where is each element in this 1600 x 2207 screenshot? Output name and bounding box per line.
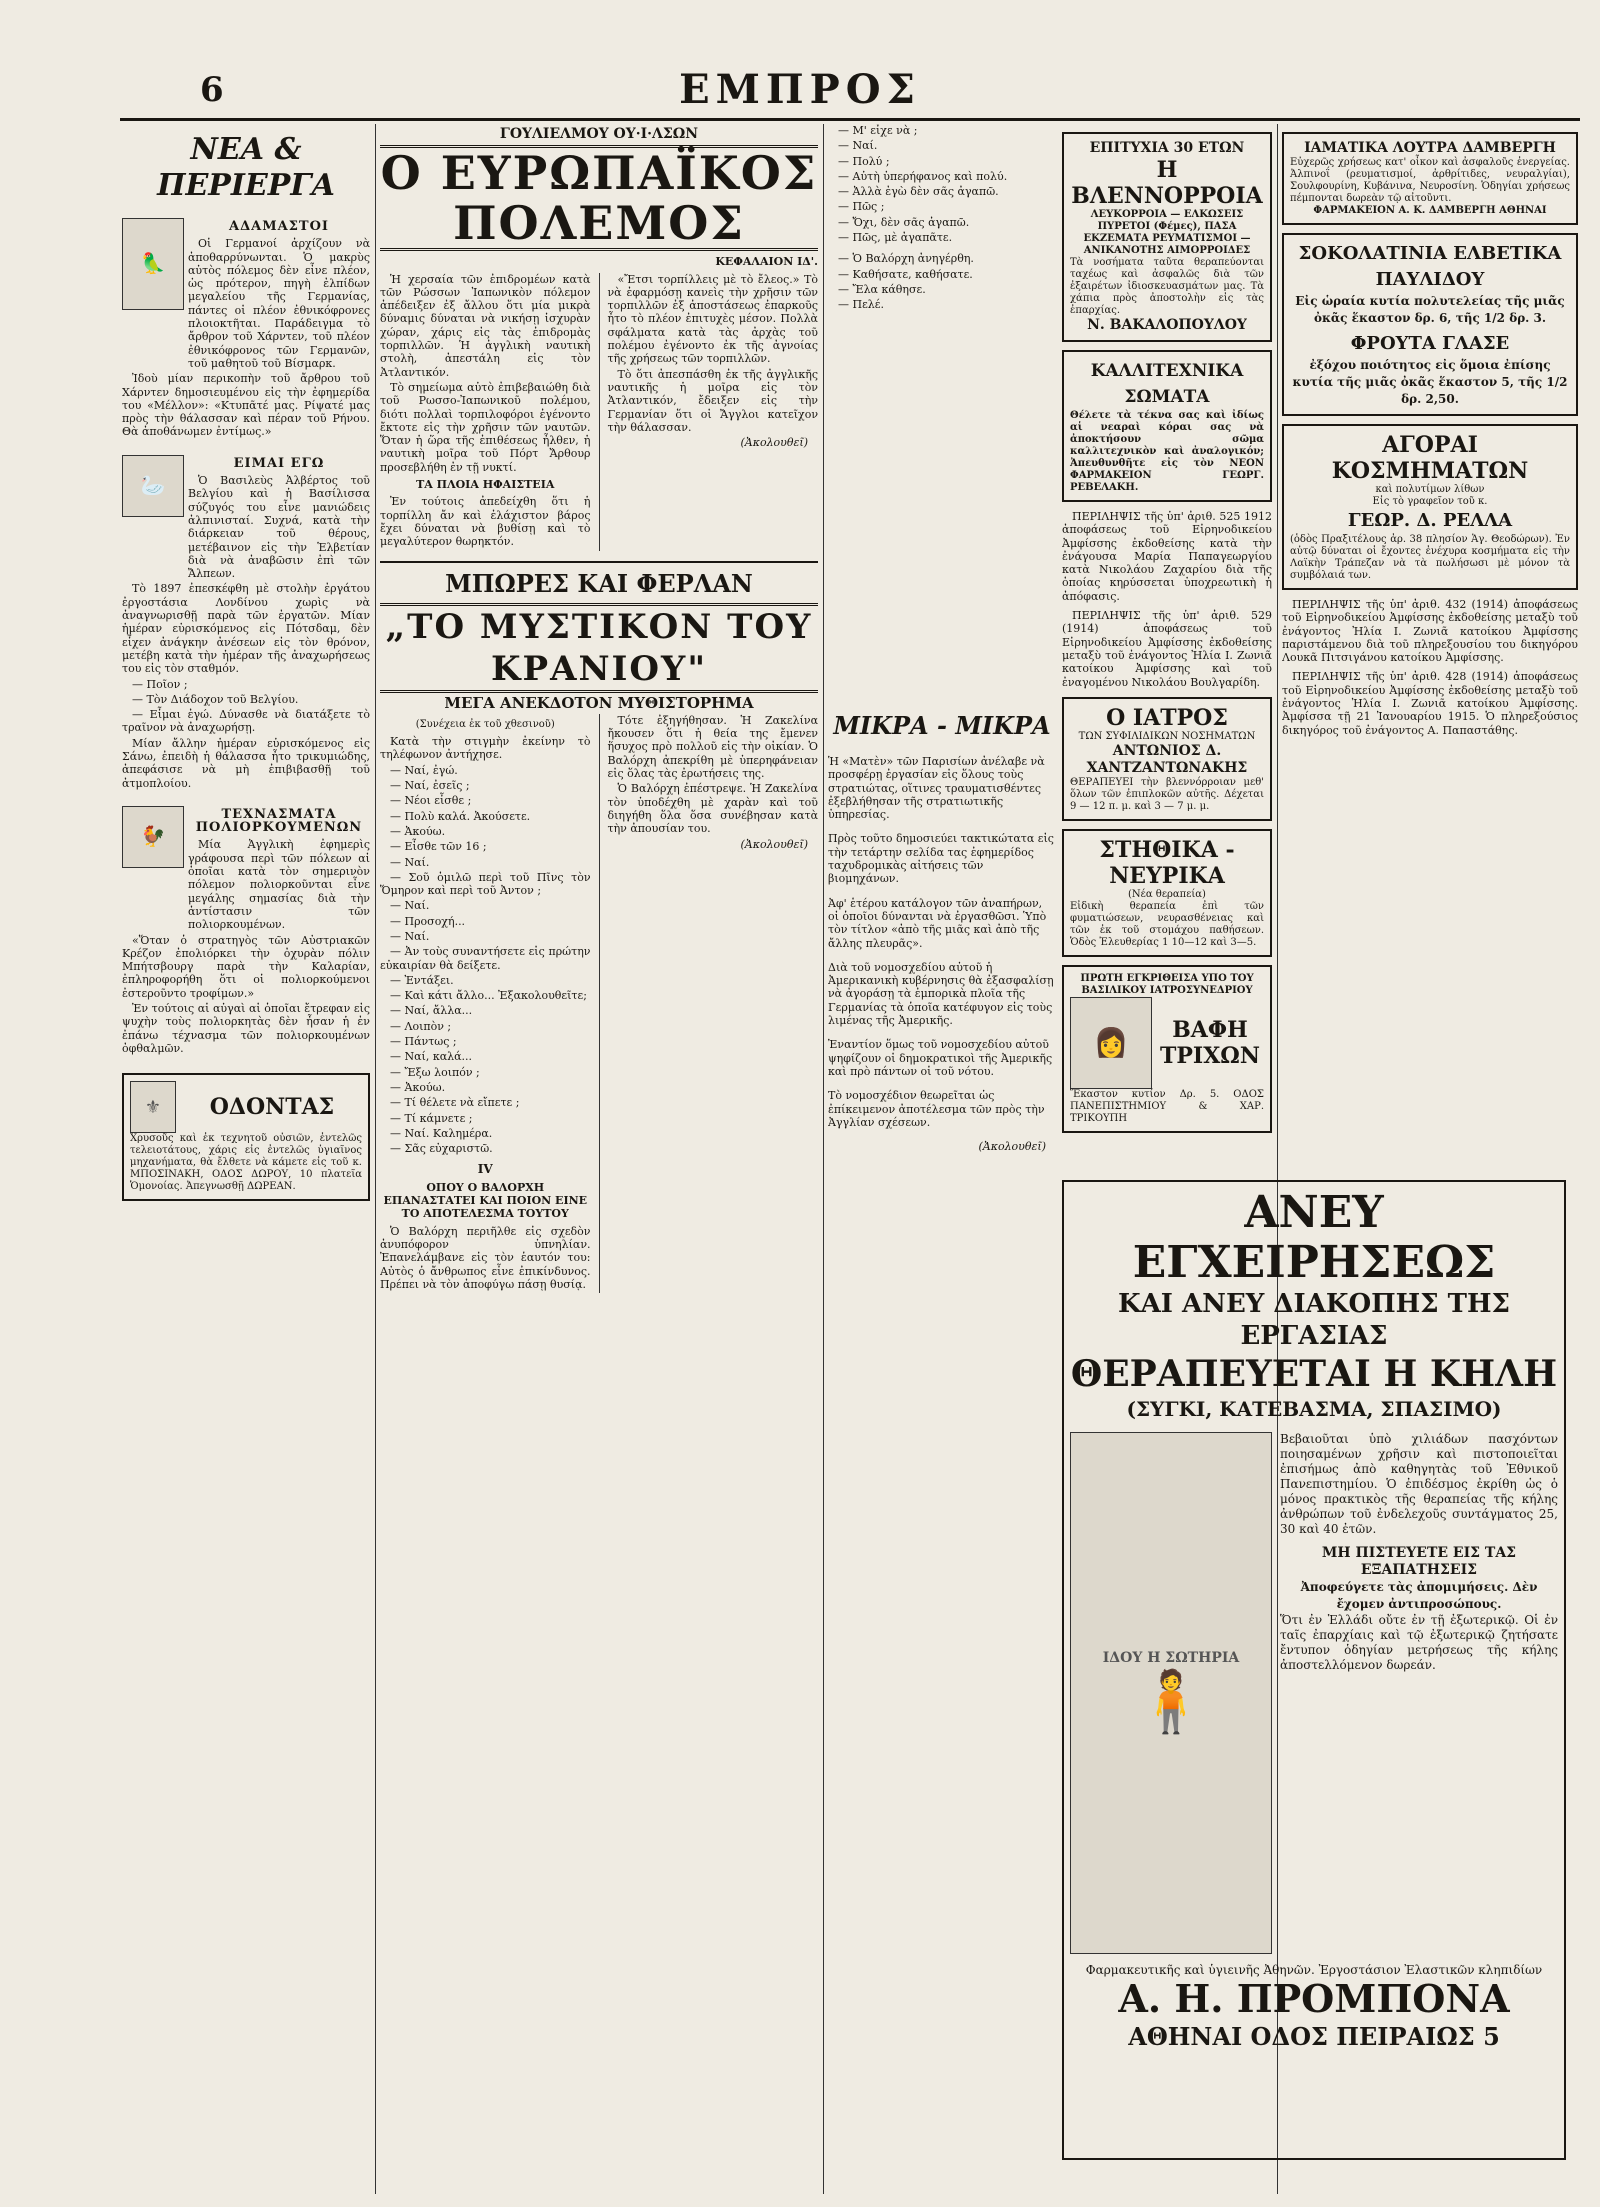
dentist-ad — [122, 1073, 370, 1201]
feature-text: Τὸ σημείωμα αὐτὸ ἐπιβεβαιώθη διὰ τοῦ Ρωσσο-Ἰαπωνικοῦ πολέμου, διότι πολλαὶ τορπιλοφόροι ἐγένοντο ἔκτοτε εἰς τὴν χρῆσιν τῶν ναυτῶν. Ὅταν ἡ ὥρα τῆς ἐπιθέσεως ἦλθεν, ἡ ναυτικὴ μοῖρα τοῦ Πόρτ Ἄρθουρ προσεβλήθη ἐν τῇ νυκτί. — [380, 380, 591, 474]
novel-subtitle: ΜΕΓΑ ΑΝΕΚΔΟΤΟΝ ΜΥΘΙΣΤΟΡΗΜΑ — [444, 693, 754, 712]
novel-dialog — [380, 764, 591, 1156]
dialog-line: — Πῶς ; — [838, 200, 885, 214]
dialog-line: — Πελέ. — [838, 298, 884, 312]
ad-name: ΓΕΩΡ. Δ. ΡΕΛΛΑ — [1347, 510, 1513, 531]
dialog-line: — Εἶμαι ἐγώ. Δύνασθε νὰ διατάξετε τὸ τραῖνον νὰ ἀναχωρήσῃ. — [122, 708, 370, 735]
ad-title: ΠΡΩΤΗ ΕΓΚΡΙΘΕΙΣΑ ΥΠΟ ΤΟΥ ΒΑΣΙΛΙΚΟΥ ΙΑΤΡΟΣΥΝΕΔΡΙΟΥ — [1080, 972, 1254, 996]
dialog-line: — Καὶ κάτι ἄλλο... Ἐξακολουθεῖτε; — [390, 989, 587, 1003]
chapter-number: IV — [477, 1162, 493, 1177]
dialog-line: — Ἔξω λοιπόν ; — [390, 1065, 480, 1079]
ad-company: Α. Η. ΠΡΟΜΠΟΝΑ — [1118, 1976, 1510, 2021]
ad-address: ΑΘΗΝΑΙ ΟΔΟΣ ΠΕΙΡΑΙΩΣ 5 — [1128, 2022, 1500, 2051]
subheading: ΤΑ ΠΛΟΙΑ ΗΦΑΙΣΤΕΙΑ — [416, 478, 555, 492]
section-title: ΝΕΑ & ΠΕΡΙΕΡΓΑ — [157, 132, 335, 203]
ad-line: (ΣΥΓΚΙ, ΚΑΤΕΒΑΣΜΑ, ΣΠΑΣΙΜΟ) — [1126, 1397, 1502, 1421]
dialog-line: — Ὄχι, δὲν σᾶς ἀγαπῶ. — [838, 215, 970, 229]
seal-emblem: ⚜ — [130, 1081, 176, 1133]
dialog-line: — Σᾶς εὐχαριστῶ. — [390, 1142, 493, 1156]
ad-name: ΑΝΤΩΝΙΟΣ Δ. ΧΑΝΤΖΑΝΤΩΝΑΚΗΣ — [1086, 742, 1248, 776]
dialog-line: — Ἀλλὰ ἐγὼ δὲν σᾶς ἀγαπῶ. — [838, 185, 999, 199]
dialog-line: — Ὁ Βαλόρχη ἀνηγέρθη. — [838, 252, 974, 266]
dialog-line: — Ἔλα κάθησε. — [838, 282, 926, 296]
chocolate-ad — [1282, 233, 1578, 416]
continued-from: (Συνέχεια ἐκ τοῦ χθεσινοῦ) — [415, 718, 555, 730]
dialog-line: — Πολὺ καλά. Ἀκούσετε. — [390, 809, 531, 823]
section-title: ΜΙΚΡΑ - ΜΙΚΡΑ — [833, 711, 1051, 740]
continued-note: (Ἀκολουθεῖ) — [740, 837, 808, 851]
woman-portrait: 👩 — [1070, 997, 1152, 1089]
ad-pharmacy: ΦΑΡΜΑΚΕΙΟΝ Α. Κ. ΔΑΜΒΕΡΓΗ ΑΘΗΝΑΙ — [1313, 205, 1547, 216]
item-text: «Ὅταν ὁ στρατηγὸς τῶν Αὐστριακῶν Κρέζον ἐπολιόρκει τὴν ὀχυρὰν πόλιν Μπήτσβουργ παρὰ τὴν Καλαρίαν, ἐπληροφορήθη ὅτι οἱ πολιορκούμενοι ἐστεροῦντο τροφίμων.» — [122, 933, 370, 1000]
ad-sub: (Νέα θεραπεία) — [1128, 888, 1206, 900]
novel-dialog — [828, 124, 1056, 244]
novel-authors: ΜΠΩΡΕΣ ΚΑΙ ΦΕΡΛΑΝ — [445, 568, 753, 598]
baths-ad — [1282, 132, 1578, 225]
item-text: Μίαν ἄλλην ἡμέραν εὑρισκόμενος εἰς Σάνω, ἐπειδὴ ἡ θάλασσα ἦτο τρικυμιώδης, ἀπεφάσισε νὰ μὴ ἐπιβιβασθῇ τοῦ ἀτμοπλοίου. — [122, 736, 370, 790]
small-news-text: Τὸ νομοσχέδιον θεωρεῖται ὡς ἐπίκειμενον ἀποτέλεσμα τῶν πρὸς τὴν Ἀγγλίαν σχέσεων. — [828, 1089, 1045, 1129]
feature-text: «Ἔτσι τορπίλλεις μὲ τὸ ἔλεος.» Τὸ νὰ ἐφαρμόσῃ κανεὶς τὴν χρῆσιν τῶν τορπιλλῶν ἐξ ἀποστάσεως ἐπαρκοῦς ἦτο τὸ πλέον ἐπιτυχὲς μέσον. Πολλὰ σφάλματα κατὰ τὰς ἀρχὰς τοῦ πολέμου ἐγένοντο ἐκ τῆς ἀγνοίας τῆς χρήσεως τῶν τορπιλλῶν. — [607, 272, 818, 366]
legal-notice: ΠΕΡΙΛΗΨΙΣ τῆς ὑπ' ἀριθ. 525 1912 ἀποφάσεως τοῦ Εἰρηνοδικείου Ἀμφίσσης ἐκδοθείσης κατὰ τὴν ἐνάγουσα Μαρία Παπαγεωργίου κατὰ Νικολάου Ζαχαρίου διὰ τῆς ὁποίας κηρύσσεται ὑποχρεωτικὴ ἡ ἀπόφασις. — [1062, 510, 1272, 603]
chapter-label: ΚΕΦΑΛΑΙΟΝ ΙΔ'. — [715, 255, 818, 269]
novel-title: „ΤΟ ΜΥΣΤΙΚΟΝ ΤΟΥ ΚΡΑΝΙΟΥ" — [380, 603, 818, 693]
header-rule — [120, 118, 1580, 121]
dialog-line: — Πῶς, μὲ ἀγαπᾶτε. — [838, 231, 953, 245]
ad-title: ΚΑΛΛΙΤΕΧΝΙΚΑ ΣΩΜΑΤΑ — [1090, 361, 1244, 407]
dialog-line: — Ἐντάξει. — [390, 973, 454, 987]
salvation-illustration: ΙΔΟΥ Η ΣΩΤΗΡΙΑ 🧍 — [1070, 1432, 1272, 1954]
ad-title: ΦΡΟΥΤΑ ΓΛΑΣΕ — [1350, 333, 1510, 354]
dialog-line: — Εἶσθε τῶν 16 ; — [390, 840, 487, 854]
novel-dialog — [828, 252, 1056, 311]
ad-line: ΕΠΙΤΥΧΙΑ 30 ΕΤΩΝ — [1089, 140, 1245, 156]
ad-line: ΚΑΙ ΑΝΕΥ ΔΙΑΚΟΠΗΣ ΤΗΣ ΕΡΓΑΣΙΑΣ — [1118, 1289, 1510, 1351]
ad-title: ΑΝΕΥ ΕΓΧΕΙΡΗΣΕΩΣ — [1132, 1187, 1496, 1288]
ad-body: ἐξόχου ποιότητος εἰς ὅμοια ἐπίσης κυτία τῆς μιᾶς ὀκᾶς ἕκαστον 5, τῆς 1/2 δρ. 2,50. — [1292, 358, 1568, 406]
rooster-illustration: 🐓 — [122, 806, 184, 868]
dialog-line: — Ἀκούω. — [390, 824, 446, 838]
small-news-text: Ἀφ' ἑτέρου κατάλογον τῶν ἀναπήρων, οἱ ὁποῖοι δύνανται νὰ ἐργασθῶσι. Ὑπὸ τὸν τίτλον «ἀπὸ τῆς μιᾶς καὶ ἀπὸ τῆς ἄλλης πλευρᾶς». — [828, 896, 1047, 950]
ad-sub: ΛΕΥΚΟΡΡΟΙΑ — ΕΛΚΩΣΕΙΣ ΠΥΡΕΤΟΙ (Φέμες), ΠΑΣΑ ΕΚΖΕΜΑΤΑ ΡΕΥΜΑΤΙΣΜΟΙ — ΑΝΙΚΑΝΟΤΗΣ ΑΙΜΟΡΡΟΙΔΕΣ — [1083, 209, 1251, 256]
column-small-news — [828, 700, 1056, 1160]
item-text: Τὸ 1897 ἐπεσκέφθη μὲ στολὴν ἐργάτου ἐργοστάσια Λονδίνου χωρὶς νὰ ἀναγνωρισθῇ παρὰ τῶν ἐργατῶν. Μίαν ἡμέραν εὑρισκόμενος εἰς Πότσδαμ, δὲν εἶχεν ἀνάγκην ἀνέσεων εἰς τὸν θρόνον, μετέβη κατὰ τὴν ἡμέραν τῆς ἀναχωρήσεως του εἰς τὸν σταθμόν. — [122, 582, 370, 676]
dialog-line: — Ἀκούω. — [390, 1080, 446, 1094]
novel-text: Κατὰ τὴν στιγμὴν ἐκείνην τὸ τηλέφωνον ἀντήχησε. — [380, 735, 591, 762]
ad-body: Ὅτι ἐν Ἑλλάδι οὔτε ἐν τῇ ἐξωτερικῷ. Οἱ ἐν ταῖς ἐπαρχίαις καὶ τῷ ἐξωτερικῷ ζητήσατε ἔντυπον ὁδηγίαν μετρήσεως τῆς κήλης ἀποστελλόμενον δωρεάν. — [1280, 1613, 1558, 1672]
doctor-ad — [1062, 697, 1272, 821]
blennorrhea-ad — [1062, 132, 1272, 342]
ad-title: Η ΒΛΕΝΝΟΡΡΟΙΑ — [1071, 157, 1263, 209]
column-feature — [380, 124, 818, 2194]
feature-title: Ο ΕΥΡΩΠΑΪΚΟΣ ΠΟΛΕΜΟΣ — [380, 146, 818, 251]
dialog-line: — Τί θέλετε νὰ εἴπετε ; — [390, 1096, 520, 1110]
ad-title: ΣΟΚΟΛΑΤΙΝΙΑ ΕΛΒΕΤΙΚΑ ΠΑΥΛΙΔΟΥ — [1298, 243, 1562, 290]
ad-warning: Ἀποφεύγετε τὰς ἀπομιμήσεις. Δὲν ἔχομεν ἀντιπροσώπους. — [1300, 1580, 1538, 1611]
small-news-text: Ἡ «Ματὲν» τῶν Παρισίων ἀνέλαβε νὰ προσφέρῃ ἐργασίαν εἰς ὅλους τοὺς στρατιώτας, οἵτινες τραυματισθέντες ἐξεβλήθησαν τῆς στρατιωτικῆς ὑπηρεσίας. — [828, 755, 1045, 822]
dialog-line: — Ναί, ἄλλα... — [390, 1004, 473, 1018]
column-news — [122, 124, 370, 2194]
ad-title: ΣΤΗΘΙΚΑ - ΝΕΥΡΙΚΑ — [1099, 836, 1235, 889]
ad-line: ΘΕΡΑΠΕΥΕΤΑΙ Η ΚΗΛΗ — [1070, 1353, 1558, 1395]
feature-text: Ἡ χερσαία τῶν ἐπιδρομέων κατὰ τῶν Ρώσσων Ἰαπωνικὸν πόλεμον ἀπέδειξεν ἐξ ἄλλου ὅτι μία μικρὰ δύναμις δύναται νὰ νικήσῃ ἰσχυρὰν χώραν, χάρις εἰς τὰς ἐπιδρομὰς τορπιλλῶν. Ἡ ἀγγλικὴ ναυτικὴ στολὴ, ἀπεστάλη εἰς τὸν Ἀτλαντικόν. — [380, 272, 591, 379]
dialog-line: — Λοιπὸν ; — [390, 1019, 452, 1033]
ad-body: (ὁδὸς Πραξιτέλους ἀρ. 38 πλησίον Ἁγ. Θεοδώρων). Ἐν αὐτῷ δύναται οἱ ἔχοντες ἐνέχυρα κοσμήματα εἰς τὴν Λαϊκὴν Τράπεζαν νὰ τὰ πωλήσωσι μὲ μόνον τὰ συμβόλαιά των. — [1290, 534, 1570, 581]
ad-title: ΑΓΟΡΑΙ ΚΟΣΜΗΜΑΤΩΝ — [1331, 432, 1529, 484]
small-news-text: Ἐναντίον ὅμως τοῦ νομοσχεδίου αὐτοῦ ψηφίζουν οἱ δημοκρατικοὶ τῆς Ἀμερικῆς καὶ πρὸ πάντων οἱ τοῦ νότου. — [828, 1038, 1053, 1078]
dialog-line: — Πολύ ; — [838, 154, 890, 168]
novel-text: Ὁ Βαλόρχη ἐπέστρεψε. Ἡ Ζακελίνα τὸν ὑποδέχθη μὲ χαρὰν καὶ τοῦ διηγήθη ὅλα ὅσα συνέβησαν κατὰ τὴν ἀπουσίαν του. — [607, 782, 818, 836]
dialog-line: — Νέοι εἶσθε ; — [390, 794, 472, 808]
dialog-line: — Ἀν τοὺς συναντήσετε εἰς πρώτην εὐκαιρίαν θὰ δείξετε. — [380, 945, 591, 972]
ad-body: Ἕκαστον κυτίον Δρ. 5. ΟΔΟΣ ΠΑΝΕΠΙΣΤΗΜΙΟΥ & ΧΑΡ. ΤΡΙΚΟΥΠΗ — [1070, 1088, 1264, 1124]
small-news-text: Διὰ τοῦ νομοσχεδίου αὐτοῦ ἡ Ἀμερικανικὴ κυβέρνησις θὰ ἐξασφαλίσῃ νὰ ἀγοράσῃ τὰ ἐμπορικὰ πλοῖα τῆς Γερμανίας τὰ ὁποῖα κατέφυγον εἰς τοὺς λιμένας τῆς Ἀμερικῆς. — [828, 960, 1054, 1028]
novel-text: Τότε ἐξηγήθησαν. Ἡ Ζακελίνα ἤκουσεν ὅτι ἡ θεία της ἔμενεν ἥσυχος πρὸ πολλοῦ εἰς τὴν οἰκίαν. Ὁ Βαλόρχη ἀπεκρίθη μὲ ὑπερηφάνειαν εἰς ὅλας τὰς ἐρωτήσεις της. — [607, 713, 818, 781]
dialog-line: — Τί κάμνετε ; — [390, 1111, 473, 1125]
kicker: ΓΟΥΛΙΕΛΜΟΥ ΟΥ·Ι·ΛΣΩΝ — [499, 126, 699, 142]
small-news-text: Πρὸς τοῦτο δημοσιεύει τακτικώτατα εἰς τὴν τετάρτην σελίδα τας ἐφημερίδος ταχυδρομικὰς αἰτήσεις τῶν βιομηχάνων. — [828, 832, 1054, 886]
masthead: ΕΜΠΡΟΣ — [679, 66, 921, 113]
item-text: Μία Ἀγγλικὴ ἐφημερὶς γράφουσα περὶ τῶν πόλεων αἱ ὁποῖαι κατὰ τὸν σημερινὸν πόλεμον πολιορκοῦνται εἶνε μεγάλης σημασίας διὰ τὴν ἀντίστασιν τῶν πολιορκουμένων. — [188, 838, 370, 932]
dialog-line: — Ναί. — [838, 139, 878, 153]
novel-text: Ὁ Βαλόρχη περιῆλθε εἰς σχεδὸν ἀνυπόφορον ὑπνηλίαν. Ἐπανελάμβανε εἰς τὸν ἑαυτόν του: Αὐτὸς ὁ ἄνθρωπος εἶνε ἐπικίνδυνος. Πρέπει νὰ τὸν ἀποφύγω πάσῃ θυσίᾳ. — [380, 1224, 591, 1291]
item-text: Ἰδοὺ μίαν περικοπὴν τοῦ ἄρθρου τοῦ Χάρντεν δημοσιευμένου εἰς τὴν ἐφημερίδα του «Μέλλον»: «Κτυπᾶτέ μας. Ρίψατέ μας πρὸς τὴν θάλασσαν καὶ πέραν τοῦ Ρήνου. Θὰ ἀποθάνωμεν ἐντίμως.» — [122, 372, 370, 439]
dialog-line: — Καθήσατε, καθήσατε. — [838, 267, 973, 281]
dialog-line: — Ναί. — [390, 899, 430, 913]
dialog-line: — Τὸν Διάδοχον τοῦ Βελγίου. — [132, 692, 299, 706]
item-text: Ὁ Βασιλεὺς Ἀλβέρτος τοῦ Βελγίου καὶ ἡ Βασίλισσα σύζυγός του εἶνε μανιώδεις ἀλπινισταί. Συχνά, κατὰ τὴν διάρκειαν τοῦ θέρους, μετέβαινον εἰς τὴν Ἑλβετίαν διὰ νὰ ἀναβῶσιν ἐπὶ τῶν Ἄλπεων. — [188, 474, 370, 581]
ad-body: Εἰς ὡραία κυτία πολυτελείας τῆς μιᾶς ὀκᾶς ἕκαστον δρ. 6, τῆς 1/2 δρ. 3. — [1295, 294, 1565, 325]
dialog-line: — Ναί. — [390, 929, 430, 943]
ad-body: Θέλετε τὰ τέκνα σας καὶ ἰδίως αἱ νεαραὶ κόραι σας νὰ ἀποκτήσουν σῶμα καλλιτεχνικὸν καὶ ἀναλογικόν; Ἀπευθυνθῆτε εἰς τὸν ΝΕΟΝ ΦΑΡΜΑΚΕΙΟΝ ΓΕΩΡΓ. ΡΕΒΕΛΑΚΗ. — [1070, 410, 1264, 493]
legal-notice: ΠΕΡΙΛΗΨΙΣ τῆς ὑπ' ἀριθ. 428 (1914) ἀποφάσεως τοῦ Εἰρηνοδικείου Ἀμφίσσης ἐκδοθείσης μεταξὺ τοῦ ἐνάγοντος Ἠλία Ι. Ζωνιᾶ κατοίκου Ἀμφίσσης. Ἀμφίσσα τῇ 21 Ἰανουαρίου 1915. Ὁ πληρεξούσιος δικηγόρος τοῦ ἐνάγοντος Α. Παπαστάθης. — [1282, 670, 1578, 737]
legal-notice: ΠΕΡΙΛΗΨΙΣ τῆς ὑπ' ἀριθ. 432 (1914) ἀποφάσεως τοῦ Εἰρηνοδικείου Ἀμφίσσης ἐκδοθείσης μεταξὺ τοῦ ἐνάγοντος Ἠλία Ι. Ζωνιᾶ κατοίκου Ἀμφίσσης παριστάμενου διὰ τοῦ πληρεξουσίου του δικηγόρου Λουκᾶ Πιτσιγάνου κατοίκου Ἀμφίσσης. — [1282, 598, 1578, 665]
dialog-line: — Ναί, ἐσεῖς ; — [390, 779, 470, 793]
dialog-line: — Ποῖον ; — [132, 677, 188, 691]
ad-title: ΟΔΟΝΤΑΣ — [209, 1094, 335, 1121]
ad-pharmacy: Φαρμακευτικῆς καὶ ὑγιεινῆς Ἀθηνῶν. Ἐργοστάσιον Ἐλαστικῶν κληπιδίων — [1085, 1963, 1543, 1977]
column-rule — [823, 124, 824, 2194]
dialog-line: — Σοῦ ὁμιλῶ περὶ τοῦ Πῖνς τὸν Ὅμηρον καὶ περὶ τοῦ Ἀντον ; — [380, 870, 591, 898]
ad-pharmacy: Ν. ΒΑΚΑΛΟΠΟΥΛΟΥ — [1087, 317, 1247, 333]
ad-product: ΒΑΦΗ ΤΡΙΧΩΝ — [1160, 1016, 1260, 1069]
dialog-line: — Ναί. Καλημέρα. — [390, 1126, 493, 1140]
dialog-line: — Μ' εἶχε νὰ ; — [838, 124, 918, 137]
continued-note: (Ἀκολουθεῖ) — [740, 436, 808, 450]
item-title: ΕΙΜΑΙ ΕΓΩ — [233, 455, 325, 471]
feature-text: Τὸ ὅτι ἀπεσπάσθη ἐκ τῆς ἀγγλικῆς ναυτικῆς ἡ μοῖρα εἰς τὸν Ἀτλαντικόν, ἔδειξεν εἰς τὴν Γερμανίαν ὅτι οἱ Ἄγγλοι κατεῖχον τὴν θάλασσαν. — [607, 367, 818, 434]
ad-body: ΘΕΡΑΠΕΥΕΙ τὴν βλεννόρροιαν μεθ' ὅλων τῶν ἐπιπλοκῶν αὐτῆς. Δέχεται 9 — 12 π. μ. καὶ 3 — 7 μ. μ. — [1070, 776, 1264, 812]
dialog-line: — Ναί, καλά... — [390, 1050, 473, 1064]
bodies-ad — [1062, 350, 1272, 502]
dialog-line: — Πάντως ; — [390, 1035, 457, 1049]
ad-body: Εἰδικὴ θεραπεία ἐπὶ τῶν φυματιώσεων, νευρασθένειας καὶ τῶν ἐκ τοῦ στομάχου παθήσεων. Ὁδὸς Ἐλευθερίας 1 10—12 καὶ 3—5. — [1070, 900, 1264, 948]
ad-warning: ΜΗ ΠΙΣΤΕΥΕΤΕ ΕΙΣ ΤΑΣ ΕΞΑΠΑΤΗΣΕΙΣ — [1321, 1545, 1517, 1578]
dialog-line: — Αὐτὴ ὑπερήφανος καὶ πολύ. — [838, 169, 1008, 183]
ad-sub: ΤΩΝ ΣΥΦΙΛΙΔΙΚΩΝ ΝΟΣΗΜΑΤΩΝ — [1078, 730, 1256, 742]
feature-text: Ἐν τούτοις ἀπεδείχθη ὅτι ἡ τορπίλλη ἄν καὶ ἐλάχιστον βάρος ἔχει δύναται νὰ βυθίσῃ καὶ τὸ μεγαλύτερον θωρηκτόν. — [380, 495, 591, 549]
ad-body: Χρυσοῦς καὶ ἐκ τεχνητοῦ οὐσιῶν, ἐντελῶς τελειοτάτους, χάρις εἰς ἐντελῶς ὑγιαῖνος μηχανήματα, θὰ ἔλθετε νὰ κάμετε εἰς τοῦ κ. ΜΠΟΣΙΝΑΚΗ, ΟΔΟΣ ΔΩΡΟΥ, 10 πλατεῖα Ὁμονοίας. Ἀπεγνωσθῇ ΔΩΡΕΑΝ. — [130, 1133, 362, 1193]
ad-title: ΙΑΜΑΤΙΚΑ ΛΟΥΤΡΑ ΔΑΜΒΕΡΓΗ — [1304, 140, 1556, 156]
ad-body: Εὐχερῶς χρήσεως κατ' οἶκον καὶ ἀσφαλοῦς ἐνεργείας. Ἀλπινοΐ (ρευματισμοί, ἀρθρίτιδες, νευραλγίαι), Σουλφουρίνη, Κυβάνινα, Νευροσίνη. Ὁδηγίαι χρήσεως πέμπονται δωρεὰν τῷ αἰτοῦντι. — [1290, 157, 1570, 204]
item-text: Οἱ Γερμανοί ἀρχίζουν νὰ ἀποθαρρύνωνται. Ὁ μακρὺς αὐτὸς πόλεμος δὲν εἶνε πλέον, ὡς πρότερον, πηγὴ ἐλπίδων μεγαλείου τῆς Γερμανίας, πάντες οἱ πλέον ἐθνικόφρονες πλοιοκτῆται. Παράδειγμα τὸ ἄρθρον τοῦ Χάρντεν, τοῦ πλέον ἐθνικόφρονος τῶν Γερμανῶν, τοῦ μαθητοῦ τοῦ Βίσμαρκ. — [188, 237, 370, 370]
page-header — [0, 0, 1600, 120]
column-rule — [375, 124, 376, 2194]
ad-body: Βεβαιοῦται ὑπὸ χιλιάδων πασχόντων ποιησαμένων χρῆσιν καὶ πιστοποιεῖται ἐπισήμως ἀπὸ καθηγητὰς τοῦ Ἐθνικοῦ Πανεπιστημίου. Ὁ ἐπιδέσμος ἐκρίθη ὡς ὁ μόνος πρακτικὸς τῆς θεραπείας τῆς κήλης ἀνθρώπων τοῦ ἐνδελεχοῦς συντάγματος 25, 30 καὶ 40 ἐτῶν. — [1280, 1432, 1558, 1536]
parrot-illustration: 🦜 — [122, 218, 184, 310]
chapter-title: ΟΠΟΥ Ο ΒΑΛΟΡΧΗ ΕΠΑΝΑΣΤΑΤΕΙ ΚΑΙ ΠΟΙΟΝ ΕΙΝΕ ΤΟ ΑΠΟΤΕΛΕΣΜΑ ΤΟΥΤΟΥ — [383, 1180, 588, 1221]
jewelry-ad — [1282, 424, 1578, 590]
item-title: ΤΕΧΝΑΣΜΑΤΑ ΠΟΛΙΟΡΚΟΥΜΕΝΩΝ — [195, 806, 363, 836]
ad-sub: καὶ πολυτίμων λίθων — [1375, 484, 1485, 495]
dialog-line: — Ναί. — [390, 855, 430, 869]
continued-note: (Ἀκολουθεῖ) — [978, 1140, 1046, 1154]
swan-illustration: 🦢 — [122, 455, 184, 517]
page-number: 6 — [200, 70, 224, 110]
ad-body: Τὰ νοσήματα ταῦτα θεραπεύονται ταχέως καὶ ἀσφαλῶς διὰ τῶν ἐξαιρέτων ἰδιοσκευασμάτων μας. Τὰ χάπια πρὸς ἀποστολὴν εἰς τὰς ἐπαρχίας. — [1070, 257, 1264, 316]
ad-sub: Εἰς τὸ γραφεῖον τοῦ κ. — [1372, 496, 1488, 507]
ad-title: Ο ΙΑΤΡΟΣ — [1106, 704, 1228, 731]
legal-notice: ΠΕΡΙΛΗΨΙΣ τῆς ὑπ' ἀριθ. 529 (1914) ἀποφάσεως τοῦ Εἰρηνοδικείου Ἀμφίσσης ἐκδοθείσης μεταξὺ τοῦ ἐνάγοντος Ἠλία Ι. Ζωνιᾶ κατοίκου Ἀμφίσσης καὶ τοῦ ἐναγομένου Νικολάου Βουλγαρίδη. — [1062, 609, 1272, 689]
item-title: ΑΔΑΜΑΣΤΟΙ — [228, 219, 329, 234]
hair-dye-ad — [1062, 965, 1272, 1133]
dialog-line: — Ναί, ἐγώ. — [390, 763, 458, 777]
column-right — [1282, 124, 1578, 1174]
hernia-ad — [1062, 1180, 1566, 2160]
illustration-label: ΙΔΟΥ Η ΣΩΤΗΡΙΑ — [1102, 1649, 1240, 1666]
dialog-line: — Προσοχή... — [390, 914, 466, 928]
chest-ad — [1062, 829, 1272, 957]
item-text: Ἐν τούτοις αἱ αὐγαὶ αἱ ὁποῖαι ἔτρεφαν εἰς ψυχὴν τοὺς πολιορκητὰς δὲν ἦσαν ἡ ἐν ἐπάνω τέχνασμα τῶν πολιορκουμένων ὀφθαλμῶν. — [122, 1002, 370, 1055]
